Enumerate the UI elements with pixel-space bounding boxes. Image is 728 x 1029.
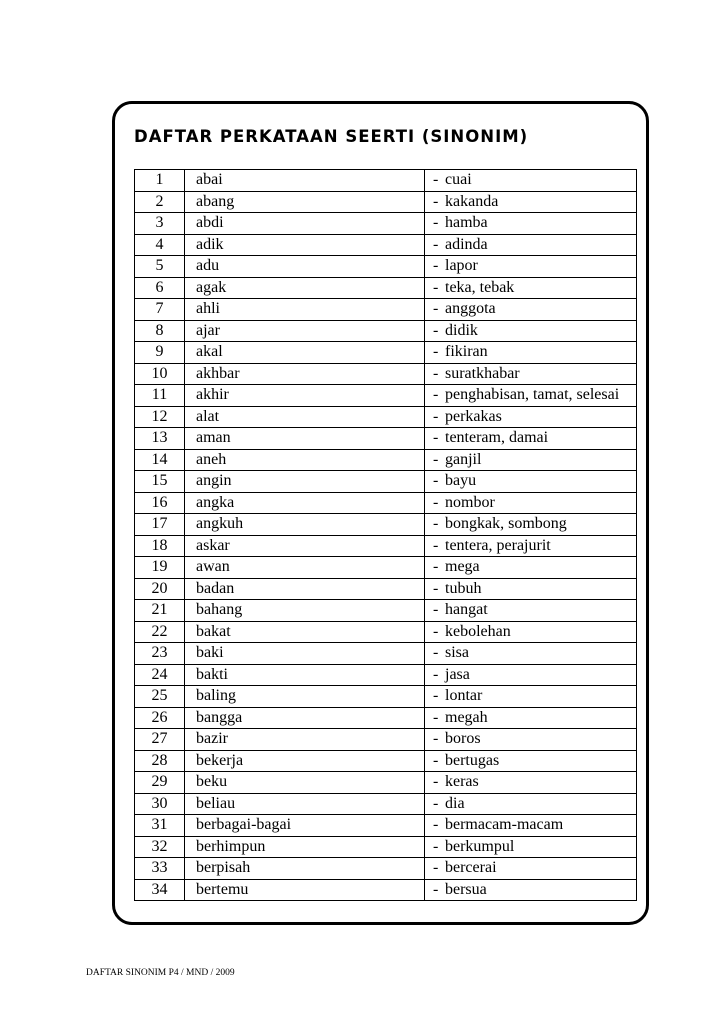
dash-separator: -: [433, 687, 439, 704]
row-number: 20: [135, 578, 185, 600]
synonym-text: bermacam-macam: [445, 816, 564, 833]
dash-separator: -: [433, 192, 439, 210]
word-cell: aneh: [185, 449, 425, 471]
synonym-cell: [425, 492, 637, 514]
synonym-text: kebolehan: [445, 622, 511, 640]
synonym-text: tenteram, damai: [445, 429, 549, 446]
synonym-cell: [425, 514, 637, 536]
table-row: [135, 772, 637, 794]
dash-separator: -: [433, 558, 439, 575]
table-row: [135, 234, 637, 256]
row-number: 4: [135, 234, 185, 256]
dash-separator: -: [433, 644, 439, 661]
row-number: 6: [135, 277, 185, 299]
word-cell: askar: [185, 535, 425, 557]
table-row: [135, 621, 637, 643]
synonym-table-body: [135, 170, 637, 901]
synonym-text: tentera, perajurit: [445, 536, 551, 554]
dash-separator: -: [433, 493, 439, 511]
synonym-text: mega: [445, 558, 480, 575]
synonym-text: boros: [445, 730, 481, 747]
row-number: 5: [135, 256, 185, 278]
synonym-cell: [425, 707, 637, 729]
word-cell: baling: [185, 686, 425, 708]
page-footer: DAFTAR SINONIM P4 / MND / 2009: [86, 968, 235, 978]
word-cell: angkuh: [185, 514, 425, 536]
dash-separator: -: [433, 472, 439, 489]
word-cell: berpisah: [185, 858, 425, 880]
row-number: 23: [135, 643, 185, 665]
table-row: [135, 879, 637, 901]
synonym-cell: [425, 363, 637, 385]
synonym-text: penghabisan, tamat, selesai: [445, 386, 620, 403]
row-number: 11: [135, 385, 185, 407]
synonym-text: anggota: [445, 300, 496, 317]
dash-separator: -: [433, 214, 439, 231]
row-number: 19: [135, 557, 185, 579]
dash-separator: -: [433, 364, 439, 382]
word-cell: akhir: [185, 385, 425, 407]
row-number: 8: [135, 320, 185, 342]
dash-separator: -: [433, 794, 439, 812]
table-row: [135, 686, 637, 708]
dash-separator: -: [433, 579, 439, 597]
table-row: [135, 729, 637, 751]
synonym-cell: [425, 793, 637, 815]
row-number: 25: [135, 686, 185, 708]
word-cell: beku: [185, 772, 425, 794]
table-row: [135, 750, 637, 772]
word-cell: angin: [185, 471, 425, 493]
word-cell: bangga: [185, 707, 425, 729]
synonym-cell: [425, 256, 637, 278]
dash-separator: -: [433, 450, 439, 468]
dash-separator: -: [433, 601, 439, 618]
table-row: [135, 471, 637, 493]
word-cell: bertemu: [185, 879, 425, 901]
row-number: 27: [135, 729, 185, 751]
table-row: [135, 256, 637, 278]
row-number: 21: [135, 600, 185, 622]
synonym-text: nombor: [445, 493, 495, 511]
synonym-text: sisa: [445, 644, 469, 661]
synonym-text: berkumpul: [445, 837, 515, 855]
table-row: [135, 793, 637, 815]
word-cell: awan: [185, 557, 425, 579]
dash-separator: -: [433, 536, 439, 554]
synonym-cell: [425, 836, 637, 858]
table-row: [135, 299, 637, 321]
row-number: 3: [135, 213, 185, 235]
row-number: 13: [135, 428, 185, 450]
word-cell: abai: [185, 170, 425, 192]
synonym-cell: [425, 535, 637, 557]
synonym-cell: [425, 471, 637, 493]
table-row: [135, 191, 637, 213]
synonym-text: perkakas: [445, 407, 502, 425]
synonym-text: bersua: [445, 880, 487, 898]
dash-separator: -: [433, 235, 439, 253]
word-cell: akal: [185, 342, 425, 364]
table-row: [135, 836, 637, 858]
synonym-text: megah: [445, 708, 488, 726]
dash-separator: -: [433, 321, 439, 339]
synonym-cell: [425, 320, 637, 342]
table-row: [135, 320, 637, 342]
word-cell: aman: [185, 428, 425, 450]
synonym-cell: [425, 234, 637, 256]
synonym-text: cuai: [445, 171, 472, 188]
dash-separator: -: [433, 407, 439, 425]
row-number: 29: [135, 772, 185, 794]
dash-separator: -: [433, 515, 439, 532]
row-number: 32: [135, 836, 185, 858]
word-cell: angka: [185, 492, 425, 514]
synonym-text: ganjil: [445, 450, 482, 468]
table-row: [135, 557, 637, 579]
table-row: [135, 815, 637, 837]
row-number: 7: [135, 299, 185, 321]
synonym-text: bongkak, sombong: [445, 515, 567, 532]
row-number: 14: [135, 449, 185, 471]
table-row: [135, 600, 637, 622]
synonym-cell: [425, 772, 637, 794]
synonym-cell: [425, 277, 637, 299]
row-number: 34: [135, 879, 185, 901]
row-number: 33: [135, 858, 185, 880]
word-cell: beliau: [185, 793, 425, 815]
table-row: [135, 277, 637, 299]
row-number: 17: [135, 514, 185, 536]
synonym-text: dia: [445, 794, 465, 812]
synonym-text: keras: [445, 773, 479, 790]
synonym-cell: [425, 299, 637, 321]
synonym-cell: [425, 449, 637, 471]
dash-separator: -: [433, 278, 439, 296]
table-row: [135, 643, 637, 665]
synonym-cell: [425, 879, 637, 901]
page-title: DAFTAR PERKATAAN SEERTI (SINONIM): [134, 127, 529, 146]
synonym-text: teka, tebak: [445, 278, 515, 296]
table-row: [135, 858, 637, 880]
synonym-text: kakanda: [445, 192, 499, 210]
word-cell: abdi: [185, 213, 425, 235]
synonym-cell: [425, 342, 637, 364]
word-cell: alat: [185, 406, 425, 428]
row-number: 16: [135, 492, 185, 514]
word-cell: baki: [185, 643, 425, 665]
word-cell: abang: [185, 191, 425, 213]
synonym-text: hangat: [445, 601, 488, 618]
table-row: [135, 363, 637, 385]
word-cell: berbagai-bagai: [185, 815, 425, 837]
row-number: 30: [135, 793, 185, 815]
synonym-text: adinda: [445, 235, 488, 253]
dash-separator: -: [433, 730, 439, 747]
row-number: 10: [135, 363, 185, 385]
table-row: [135, 428, 637, 450]
synonym-table: [134, 169, 637, 901]
synonym-text: tubuh: [445, 579, 482, 597]
word-cell: akhbar: [185, 363, 425, 385]
word-cell: badan: [185, 578, 425, 600]
word-cell: ajar: [185, 320, 425, 342]
row-number: 2: [135, 191, 185, 213]
synonym-cell: [425, 557, 637, 579]
synonym-cell: [425, 406, 637, 428]
row-number: 24: [135, 664, 185, 686]
synonym-text: didik: [445, 321, 478, 339]
synonym-text: jasa: [445, 665, 470, 683]
table-row: [135, 385, 637, 407]
word-cell: adu: [185, 256, 425, 278]
row-number: 28: [135, 750, 185, 772]
synonym-cell: [425, 600, 637, 622]
row-number: 15: [135, 471, 185, 493]
word-cell: bahang: [185, 600, 425, 622]
table-row: [135, 492, 637, 514]
dash-separator: -: [433, 257, 439, 274]
synonym-cell: [425, 643, 637, 665]
dash-separator: -: [433, 300, 439, 317]
row-number: 22: [135, 621, 185, 643]
word-cell: berhimpun: [185, 836, 425, 858]
dash-separator: -: [433, 171, 439, 188]
synonym-text: bercerai: [445, 859, 497, 876]
synonym-text: lontar: [445, 687, 483, 704]
row-number: 1: [135, 170, 185, 192]
row-number: 18: [135, 535, 185, 557]
synonym-text: hamba: [445, 214, 488, 231]
synonym-text: suratkhabar: [445, 364, 520, 382]
dash-separator: -: [433, 859, 439, 876]
table-row: [135, 707, 637, 729]
synonym-cell: [425, 858, 637, 880]
row-number: 12: [135, 406, 185, 428]
word-cell: bekerja: [185, 750, 425, 772]
word-cell: bakat: [185, 621, 425, 643]
table-row: [135, 406, 637, 428]
synonym-text: bertugas: [445, 751, 500, 769]
synonym-text: fikiran: [445, 343, 488, 360]
table-row: [135, 213, 637, 235]
table-row: [135, 664, 637, 686]
synonym-cell: [425, 428, 637, 450]
synonym-cell: [425, 385, 637, 407]
row-number: 26: [135, 707, 185, 729]
dash-separator: -: [433, 837, 439, 855]
dash-separator: -: [433, 816, 439, 833]
synonym-cell: [425, 686, 637, 708]
synonym-cell: [425, 578, 637, 600]
synonym-cell: [425, 191, 637, 213]
synonym-cell: [425, 729, 637, 751]
word-cell: bakti: [185, 664, 425, 686]
synonym-cell: [425, 621, 637, 643]
dash-separator: -: [433, 343, 439, 360]
synonym-text: bayu: [445, 472, 477, 489]
synonym-cell: [425, 815, 637, 837]
synonym-text: lapor: [445, 257, 478, 274]
table-row: [135, 449, 637, 471]
dash-separator: -: [433, 386, 439, 403]
dash-separator: -: [433, 622, 439, 640]
word-cell: bazir: [185, 729, 425, 751]
dash-separator: -: [433, 773, 439, 790]
table-row: [135, 578, 637, 600]
dash-separator: -: [433, 880, 439, 898]
row-number: 9: [135, 342, 185, 364]
synonym-cell: [425, 664, 637, 686]
synonym-cell: [425, 213, 637, 235]
table-row: [135, 514, 637, 536]
dash-separator: -: [433, 429, 439, 446]
synonym-cell: [425, 750, 637, 772]
word-cell: adik: [185, 234, 425, 256]
table-row: [135, 342, 637, 364]
synonym-cell: [425, 170, 637, 192]
table-row: [135, 170, 637, 192]
dash-separator: -: [433, 708, 439, 726]
word-cell: ahli: [185, 299, 425, 321]
dash-separator: -: [433, 665, 439, 683]
row-number: 31: [135, 815, 185, 837]
dash-separator: -: [433, 751, 439, 769]
table-row: [135, 535, 637, 557]
word-cell: agak: [185, 277, 425, 299]
